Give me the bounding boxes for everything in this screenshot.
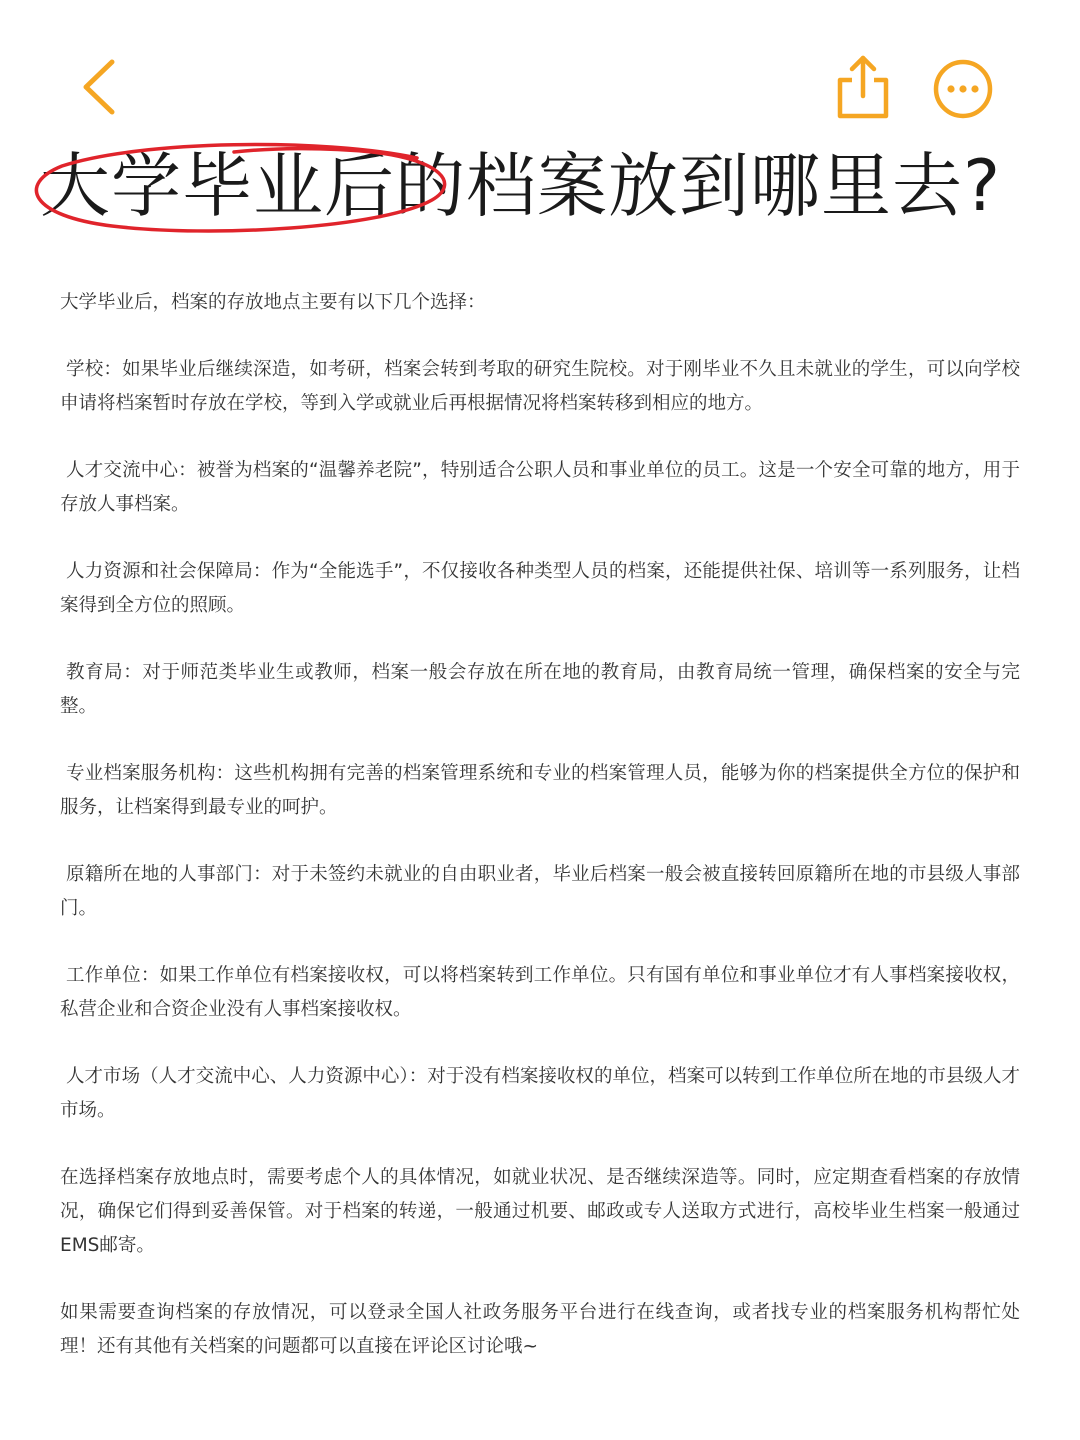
option-education-bureau-paragraph: 教育局：对于师范类毕业生或教师，档案一般会存放在所在地的教育局，由教育局统一管理，确保档案的安全与完整。: [60, 662, 1020, 717]
option-school-paragraph: 学校：如果毕业后继续深造，如考研，档案会转到考取的研究生院校。对于刚毕业不久且未就业的学生，可以向学校申请将档案暂时存放在学校，等到入学或就业后再根据情况将档案转移到相应的地方。: [60, 359, 1020, 414]
advice-paragraph: 在选择档案存放地点时，需要考虑个人的具体情况，如就业状况、是否继续深造等。同时，应定期查看档案的存放情况，确保它们得到妥善保管。对于档案的转递，一般通过机要、邮政或专人送取方式进行，高校毕业生档案一般通过EMS邮寄。: [60, 1167, 1020, 1256]
more-icon: [930, 56, 996, 122]
article-body: [60, 286, 1020, 1397]
option-talent-market-paragraph: 人才市场（人才交流中心、人力资源中心）：对于没有档案接收权的单位，档案可以转到工作单位所在地的市县级人才市场。: [60, 1066, 1020, 1121]
option-hr-bureau-paragraph: 人力资源和社会保障局：作为“全能选手”，不仅接收各种类型人员的档案，还能提供社保、培训等一系列服务，让档案得到全方位的照顾。: [60, 561, 1020, 616]
back-button[interactable]: [72, 52, 132, 122]
more-button[interactable]: [930, 56, 996, 122]
option-hometown-hr-paragraph: 原籍所在地的人事部门：对于未签约未就业的自由职业者，毕业后档案一般会被直接转回原籍所在地的市县级人事部门。: [60, 864, 1020, 919]
title-area: [0, 130, 1080, 240]
share-button[interactable]: [830, 50, 896, 124]
option-talent-center-paragraph: 人才交流中心：被誉为档案的“温馨养老院”，特别适合公职人员和事业单位的员工。这是一个安全可靠的地方，用于存放人事档案。: [60, 460, 1020, 515]
share-icon: [830, 50, 896, 124]
top-bar: [0, 0, 1080, 140]
chevron-left-icon: [72, 52, 132, 122]
article-title: 大学毕业后的档案放到哪里去?: [40, 145, 1002, 227]
intro-paragraph: 大学毕业后，档案的存放地点主要有以下几个选择：: [60, 292, 486, 313]
option-employer-paragraph: 工作单位：如果工作单位有档案接收权，可以将档案转到工作单位。只有国有单位和事业单位才有人事档案接收权，私营企业和合资企业没有人事档案接收权。: [60, 965, 1020, 1020]
closing-paragraph: 如果需要查询档案的存放情况，可以登录全国人社政务服务平台进行在线查询，或者找专业的档案服务机构帮忙处理！还有其他有关档案的问题都可以直接在评论区讨论哦~: [60, 1302, 1020, 1357]
option-archive-agency-paragraph: 专业档案服务机构：这些机构拥有完善的档案管理系统和专业的档案管理人员，能够为你的档案提供全方位的保护和服务，让档案得到最专业的呵护。: [60, 763, 1020, 818]
